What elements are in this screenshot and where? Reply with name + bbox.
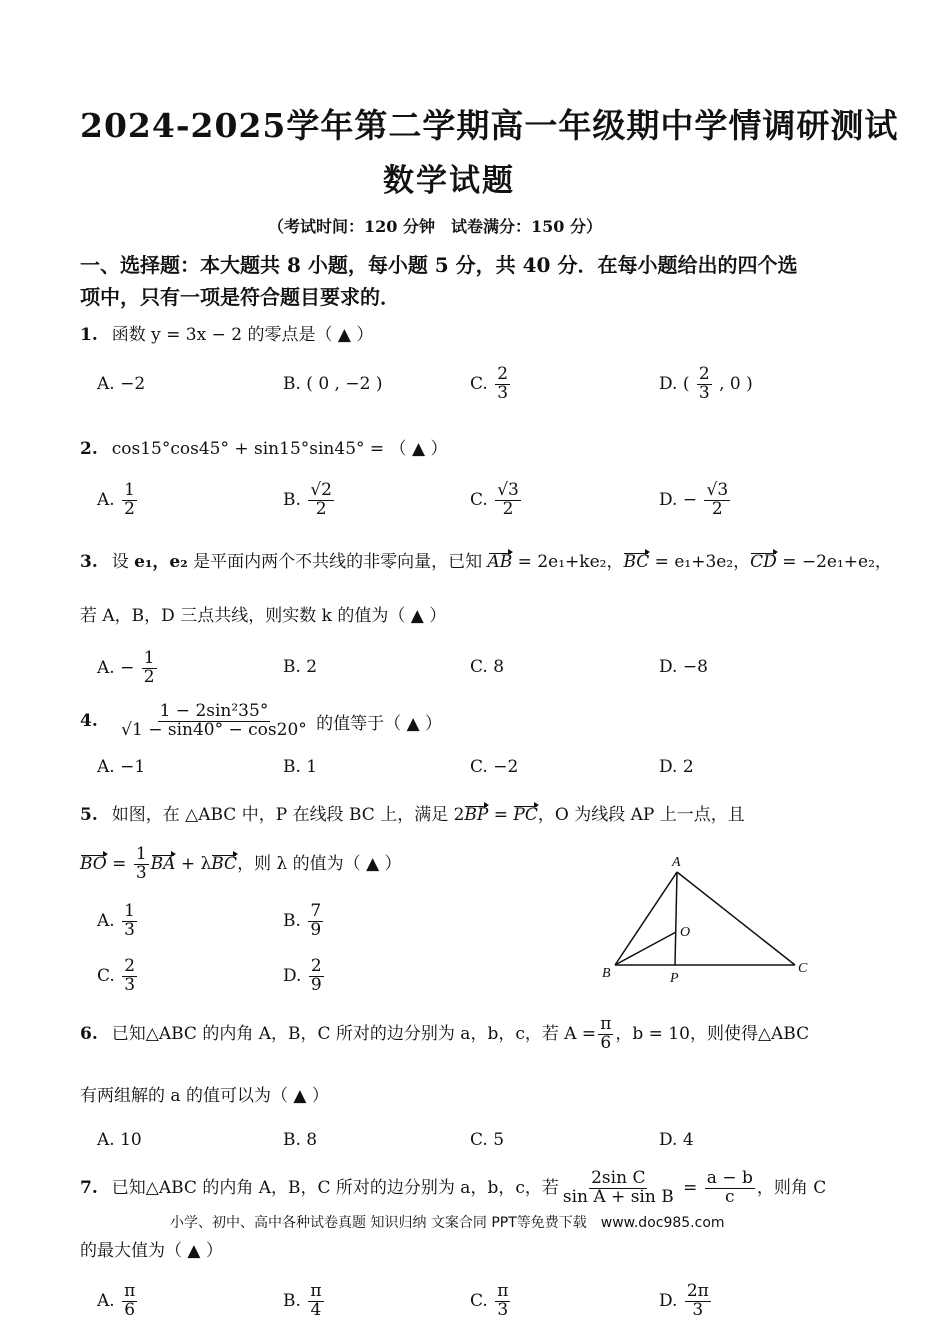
denominator: 4 — [310, 1299, 322, 1320]
numerator: √2 — [310, 480, 332, 500]
option-label: C. — [470, 1290, 488, 1311]
numerator: 2 — [698, 364, 710, 384]
q6-option-b: B. 8 — [283, 1130, 318, 1150]
q3-option-c: C. 8 — [470, 657, 505, 677]
option-label: C. — [470, 489, 488, 510]
q1-option-d — [659, 366, 753, 403]
q3-option-b: B. 2 — [283, 657, 318, 677]
section-heading-cont: 项中，只有一项是符合题目要求的． — [80, 285, 400, 309]
fraction — [561, 1170, 676, 1207]
vector-bp: BP — [464, 805, 489, 825]
denominator: 2 — [502, 498, 514, 519]
q6-option-a: A. 10 — [97, 1130, 142, 1150]
option-label: A. — [97, 489, 115, 510]
numerator: π — [124, 1281, 136, 1301]
question-stem: cos15°cos45° + sin15°sin45° = （ ▲ ） — [111, 439, 448, 459]
question-number: 3. — [80, 552, 98, 572]
question-stem: ，则 λ 的值为（ ▲ ） — [237, 853, 402, 874]
denominator: 9 — [310, 919, 322, 940]
fraction — [697, 366, 712, 403]
numerator: √3 — [497, 480, 519, 500]
q2-option-c — [470, 482, 523, 519]
q7-option-c — [470, 1283, 512, 1320]
question-stem: 是平面内两个不共线的非零向量，已知 — [187, 552, 488, 572]
q3-option-d: D. −8 — [659, 657, 708, 677]
fraction — [119, 703, 309, 740]
vector-pc: PC — [513, 805, 538, 825]
question-number: 7. — [80, 1177, 98, 1198]
denominator: 3 — [135, 862, 147, 883]
option-label: B. — [283, 1290, 301, 1311]
label-o: O — [680, 925, 691, 940]
fraction — [308, 482, 334, 519]
option-label: D. ( — [659, 373, 690, 394]
equation: = 2e₁+ke₂， — [512, 552, 624, 572]
fraction — [308, 1283, 323, 1320]
q1-option-a: A. −2 — [97, 374, 146, 394]
vector-bc: BC — [211, 853, 238, 874]
q1-option-b: B. ( 0 , −2 ) — [283, 374, 383, 394]
label-c: C — [798, 961, 808, 976]
denominator: 3 — [698, 382, 710, 403]
option-label: D. − — [659, 489, 698, 510]
numerator: π — [310, 1281, 322, 1301]
numerator: π — [497, 1281, 509, 1301]
q1-option-c — [470, 366, 512, 403]
equation: = e₁+3e₂， — [649, 552, 751, 572]
q7-option-a — [97, 1283, 139, 1320]
label-b: B — [602, 966, 611, 981]
denominator: √1 − sin40° − cos20° — [121, 719, 307, 740]
numerator: √3 — [706, 480, 729, 500]
question-2 — [80, 434, 447, 459]
question-7 — [80, 1170, 826, 1207]
q6-option-d: D. 4 — [659, 1130, 694, 1150]
denominator: 6 — [124, 1299, 136, 1320]
option-tail: , 0 ) — [719, 373, 753, 394]
vector-cd: CD — [750, 552, 777, 572]
triangle-figure — [595, 850, 820, 990]
equation: = — [106, 853, 132, 874]
denominator: 3 — [497, 382, 509, 403]
question-5 — [80, 800, 745, 825]
fraction — [705, 1170, 755, 1207]
fraction — [134, 846, 149, 883]
question-number: 5. — [80, 805, 98, 825]
section-heading: 一、选择题：本大题共 8 小题，每小题 5 分，共 40 分．在每小题给出的四个选 — [80, 253, 798, 277]
question-number: 4. — [80, 711, 98, 732]
q4-option-c: C. −2 — [470, 757, 519, 777]
numerator: π — [600, 1014, 612, 1034]
numerator: 1 − 2sin²35° — [159, 701, 269, 721]
numerator: 1 — [124, 480, 135, 500]
fraction — [495, 1283, 510, 1320]
denominator: c — [725, 1186, 735, 1207]
fraction — [685, 1283, 711, 1320]
fraction — [598, 1016, 613, 1053]
segment-bo — [615, 932, 676, 965]
equation: = −2e₁+e₂， — [776, 552, 892, 572]
fraction — [122, 1283, 137, 1320]
fraction — [495, 482, 521, 519]
q5-option-d — [283, 958, 326, 995]
q7-option-b — [283, 1283, 326, 1320]
numerator: 2 — [310, 956, 322, 976]
equation: + λ — [175, 853, 212, 874]
denominator: 2 — [315, 498, 327, 519]
option-label: A. − — [97, 657, 135, 678]
q4-option-a: A. −1 — [97, 757, 146, 777]
side-ab — [615, 872, 677, 965]
question-stem: 已知△ABC 的内角 A，B，C 所对的边分别为 a，b，c，若 A = — [111, 1023, 597, 1044]
option-label: C. — [97, 965, 115, 986]
question-3 — [80, 547, 892, 572]
question-stem: 已知△ABC 的内角 A，B，C 所对的边分别为 a，b，c，若 — [111, 1177, 559, 1198]
numerator: 2 — [124, 956, 136, 976]
vector-ab: AB — [487, 552, 513, 572]
fraction — [142, 650, 157, 687]
fraction — [122, 903, 137, 940]
fraction — [495, 366, 510, 403]
vector-bc: BC — [623, 552, 650, 572]
q6-option-c: C. 5 — [470, 1130, 505, 1150]
question-stem: 的值等于（ ▲ ） — [316, 713, 443, 734]
question-stem: ，O 为线段 AP 上一点，且 — [537, 805, 745, 825]
denominator: sin A + sin B — [562, 1186, 674, 1207]
q5-option-b — [283, 903, 325, 940]
option-label: C. — [470, 373, 488, 394]
q4-option-b: B. 1 — [283, 757, 318, 777]
exam-info: （考试时间：120 分钟 试卷满分：150 分） — [268, 217, 602, 236]
equation: = — [488, 805, 514, 825]
q5-option-c — [97, 958, 139, 995]
q2-option-a — [97, 482, 139, 519]
denominator: 3 — [124, 974, 136, 995]
question-stem: 函数 y = 3x − 2 的零点是（ ▲ ） — [111, 325, 374, 345]
numerator: 2 — [497, 364, 509, 384]
equation: = — [677, 1177, 703, 1198]
option-label: B. — [283, 489, 301, 510]
question-stem: ，则角 C — [756, 1177, 827, 1198]
numerator: 1 — [124, 901, 135, 921]
question-7-line2: 的最大值为（ ▲ ） — [80, 1241, 223, 1261]
vectors-e: e₁，e₂ — [134, 552, 188, 572]
q5-option-a — [97, 903, 139, 940]
question-stem: 如图，在 △ABC 中，P 在线段 BC 上，满足 2 — [111, 805, 465, 825]
question-4 — [80, 703, 442, 740]
segment-ap — [675, 872, 677, 965]
denominator: 2 — [124, 498, 135, 519]
q4-option-d: D. 2 — [659, 757, 694, 777]
q2-option-d — [659, 482, 732, 519]
fraction — [122, 958, 137, 995]
denominator: 2 — [143, 666, 155, 687]
numerator: a − b — [706, 1168, 753, 1188]
watermark-footer: 小学、初中、高中各种试卷真题 知识归纳 文案合同 PPT等免费下载 www.doc985.com — [170, 1215, 725, 1231]
option-label: D. — [659, 1290, 678, 1311]
question-5-line2 — [80, 846, 402, 883]
label-p: P — [670, 971, 679, 986]
page-subtitle: 数学试题 — [383, 163, 515, 199]
numerator: 2sin C — [591, 1168, 646, 1188]
fraction — [308, 903, 323, 940]
option-label: D. — [283, 965, 302, 986]
question-number: 2. — [80, 439, 98, 459]
fraction — [309, 958, 324, 995]
denominator: 2 — [711, 498, 723, 519]
question-3-line2: 若 A，B，D 三点共线，则实数 k 的值为（ ▲ ） — [80, 606, 447, 626]
question-6 — [80, 1016, 809, 1053]
fraction — [704, 482, 730, 519]
q7-option-d — [659, 1283, 713, 1320]
question-stem: ，b = 10，则使得△ABC — [615, 1023, 810, 1044]
denominator: 3 — [124, 919, 135, 940]
denominator: 3 — [497, 1299, 509, 1320]
question-1 — [80, 320, 373, 345]
label-a: A — [672, 855, 681, 870]
page-title: 2024-2025学年第二学期高一年级期中学情调研测试 — [80, 106, 899, 145]
question-number: 1. — [80, 325, 98, 345]
option-label: A. — [97, 910, 115, 931]
side-ac — [677, 872, 795, 965]
question-number: 6. — [80, 1023, 98, 1044]
fraction — [122, 482, 137, 519]
option-label: B. — [283, 910, 301, 931]
numerator: 2π — [686, 1281, 709, 1301]
vector-bo: BO — [80, 853, 107, 874]
q3-option-a — [97, 650, 159, 687]
question-stem: 设 — [111, 552, 135, 572]
numerator: 7 — [310, 901, 322, 921]
numerator: 1 — [135, 844, 147, 864]
question-6-line2: 有两组解的 a 的值可以为（ ▲ ） — [80, 1086, 329, 1106]
option-label: A. — [97, 1290, 115, 1311]
q2-option-b — [283, 482, 336, 519]
vector-ba: BA — [150, 853, 176, 874]
denominator: 9 — [310, 974, 322, 995]
denominator: 3 — [692, 1299, 704, 1320]
denominator: 6 — [600, 1032, 612, 1053]
numerator: 1 — [143, 648, 155, 668]
